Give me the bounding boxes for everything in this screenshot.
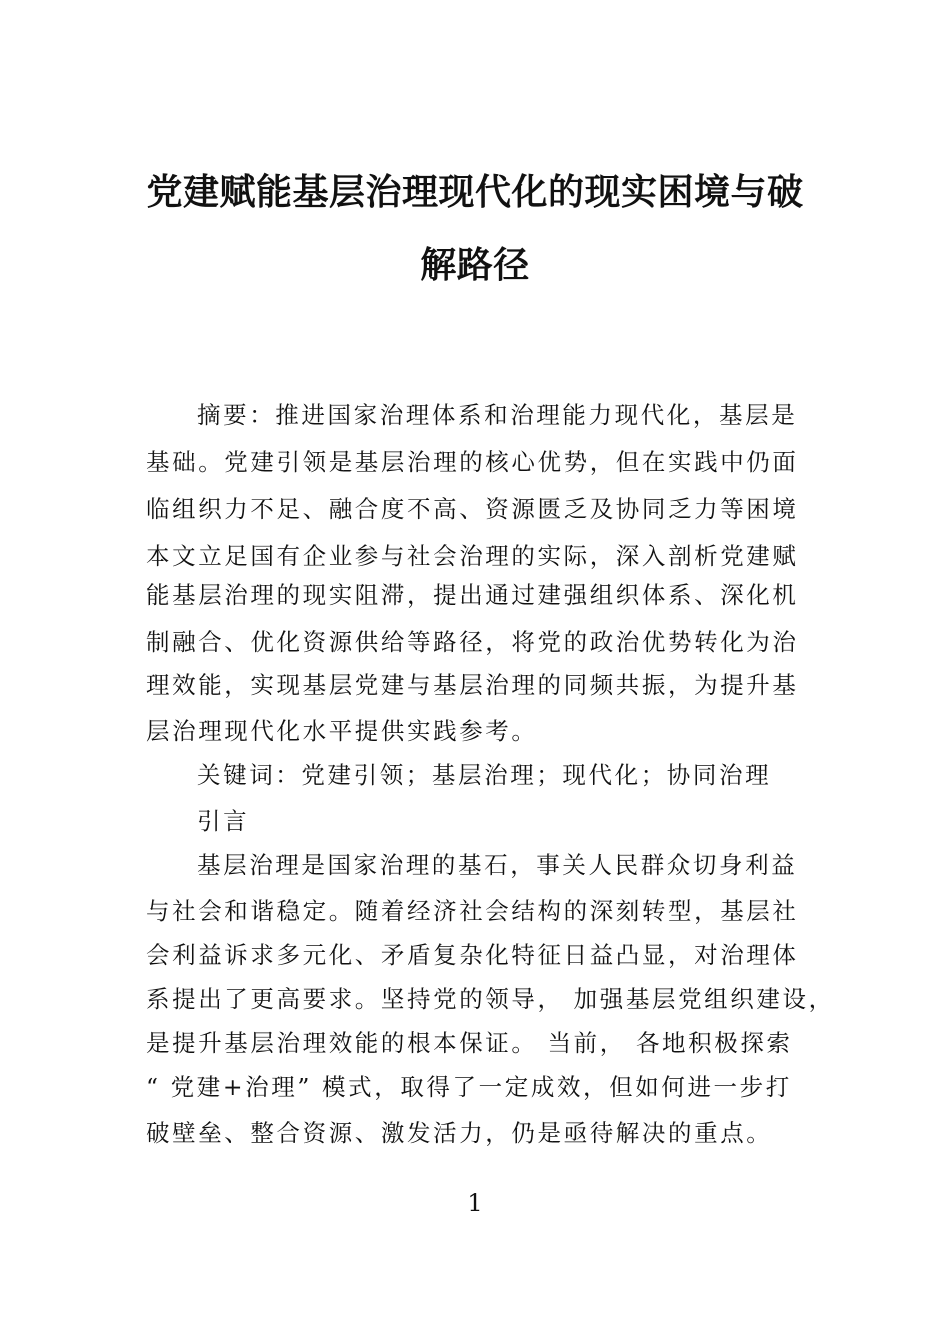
abstract-line-1: 摘要：推进国家治理体系和治理能力现代化，基层是 bbox=[197, 401, 798, 429]
abstract-line-2: 基础。党建引领是基层治理的核心优势，但在实践中仍面 bbox=[146, 448, 799, 476]
abstract-line-6: 制融合、优化资源供给等路径，将党的政治优势转化为治 bbox=[146, 628, 799, 656]
intro-line-7: 破壁垒、整合资源、激发活力，仍是亟待解决的重点。 bbox=[146, 1119, 773, 1147]
intro-line-1: 基层治理是国家治理的基石，事关人民群众切身利益 bbox=[197, 851, 798, 879]
section-heading-introduction: 引言 bbox=[197, 807, 250, 835]
abstract-line-5: 能基层治理的现实阻滞，提出通过建强组织体系、深化机 bbox=[146, 581, 799, 609]
abstract-line-7: 理效能，实现基层党建与基层治理的同频共振，为提升基 bbox=[146, 671, 799, 699]
keywords-line: 关键词：党建引领；基层治理；现代化；协同治理 bbox=[197, 761, 772, 789]
abstract-line-8: 层治理现代化水平提供实践参考。 bbox=[146, 717, 538, 745]
intro-line-6: “ 党建+治理” 模式，取得了一定成效，但如何进一步打 bbox=[146, 1073, 792, 1101]
intro-line-4: 系提出了更高要求。坚持党的领导， 加强基层党组织建设， bbox=[146, 985, 835, 1013]
page-number: 1 bbox=[467, 1189, 483, 1217]
intro-line-3: 会利益诉求多元化、矛盾复杂化特征日益凸显，对治理体 bbox=[146, 941, 799, 969]
intro-line-2: 与社会和谐稳定。随着经济社会结构的深刻转型，基层社 bbox=[146, 897, 799, 925]
document-title-line-1: 党建赋能基层治理现代化的现实困境与破 bbox=[146, 171, 804, 213]
abstract-line-4: 本文立足国有企业参与社会治理的实际，深入剖析党建赋 bbox=[146, 542, 799, 570]
abstract-line-3: 临组织力不足、融合度不高、资源匮乏及协同乏力等困境 bbox=[146, 495, 799, 523]
intro-line-5: 是提升基层治理效能的根本保证。 当前， 各地积极探索 bbox=[146, 1029, 793, 1057]
document-title-line-2: 解路径 bbox=[420, 244, 530, 286]
